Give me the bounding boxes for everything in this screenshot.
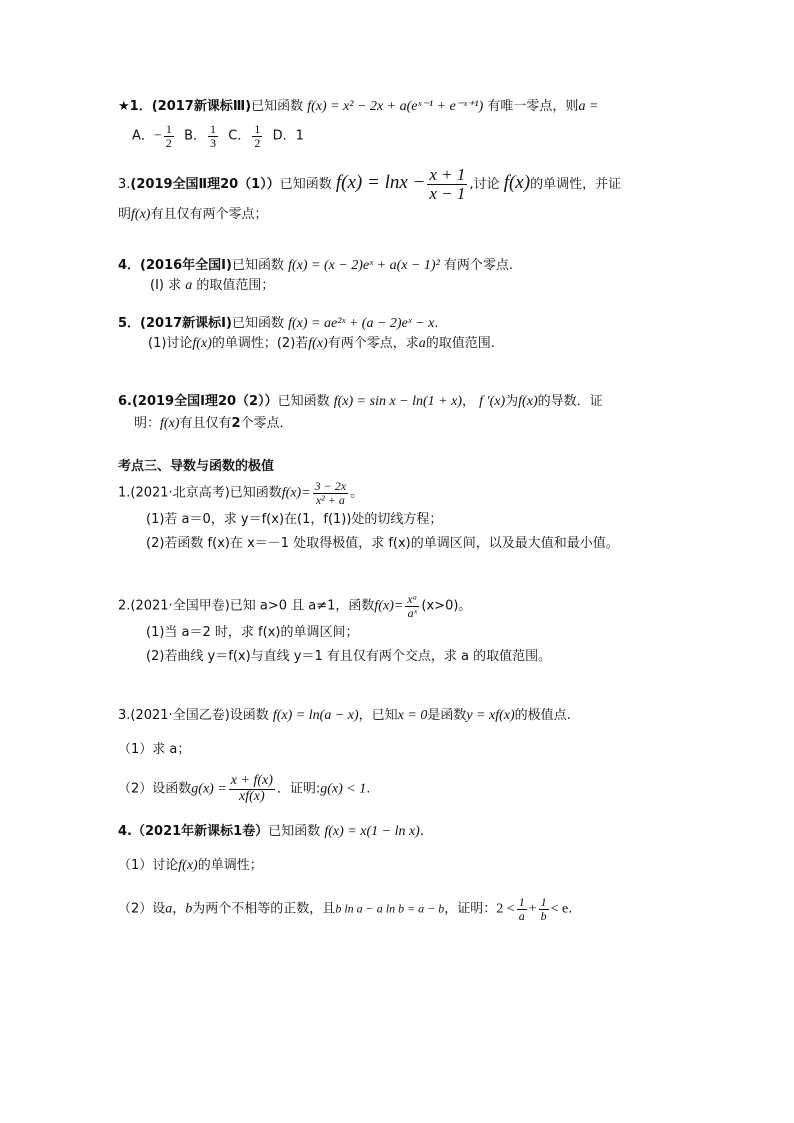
problem-1-var: a = [578, 99, 599, 114]
question-2021-xkb1-dot: . [419, 824, 424, 839]
option-b-label: B． [184, 128, 206, 144]
problem-2019-i [118, 392, 698, 434]
problem-2017-i-sub1-fx: f(x) [192, 336, 212, 351]
question-2021-yi-fraction: $\frac{x + f(x)}{xf(x)}$ [230, 773, 273, 804]
problem-2019-ii-tail: 的单调性，并证 [530, 176, 622, 192]
option-a-label: A． [132, 128, 154, 144]
problem-2016-tail: 有两个零点. [443, 258, 514, 273]
question-2021-xkb1-frac-b: $\frac{1}{b}$ [540, 895, 547, 923]
question-2021-yi-ineq: g(x) < 1 [320, 781, 367, 797]
problem-2017-i-source: (2017新课标Ⅰ) [140, 316, 232, 331]
question-2021-xkb1-formula: f(x) = x(1 − ln x) [324, 824, 420, 839]
question-2021-xkb1-part2-prove: ，证明： [444, 901, 497, 917]
question-2021-yi-part2-mid: ．证明: [276, 781, 321, 797]
problem-2019-i-number: 6. [118, 394, 132, 409]
question-2021-xkb1-var-b: b [185, 901, 193, 917]
problem-1-tail: 有唯一零点，则 [487, 99, 579, 114]
problem-2016-sub-tail: 的取值范围； [196, 278, 275, 293]
option-a-fraction: $\frac{1}{2}$ [165, 122, 172, 150]
problem-2017-i [118, 314, 698, 354]
problem-2019-ii-line2fx: f(x) [131, 206, 151, 222]
problem-2019-i-line2a: 明： [134, 416, 161, 431]
question-2021-xkb1-cond: b ln a − a ln b = a − b [335, 901, 445, 916]
problem-2016-source: (2016年全国Ⅰ) [140, 258, 232, 273]
problem-2016-lead: 已知函数 [231, 258, 284, 273]
question-2021-xkb1-part2-mid: 为两个不相等的正数，且 [192, 901, 336, 917]
problem-2019-ii-mid: ,讨论 [469, 176, 500, 192]
question-2021-yi-part2-end: . [366, 781, 371, 797]
question-2021-yi-mid: ，已知 [358, 708, 398, 723]
question-2021-xkb1-part1-lead: （1）讨论 [118, 858, 179, 873]
problem-1-formula: f(x) = x² − 2x + a(eˣ⁻¹ + e⁻ˣ⁺¹) [307, 99, 484, 114]
problem-2019-ii [118, 166, 698, 225]
problem-2019-ii-number: 3. [118, 176, 131, 192]
problem-2016-formula: f(x) = (x − 2)eˣ + a(x − 1)² [288, 258, 440, 273]
question-2021-jia [118, 593, 698, 667]
option-d-label: D．1 [272, 128, 304, 144]
problem-2016 [118, 256, 698, 296]
question-2021-yi [118, 706, 698, 804]
problem-2019-ii-source: (2019全国Ⅱ理20（1）） [130, 176, 280, 192]
question-2021-xkb1-part2-lead: （2）设 [118, 901, 166, 917]
problem-1-source: (2017新课标Ⅲ) [151, 99, 252, 114]
problem-1-lead: 已知函数 [251, 99, 304, 114]
question-2021-yi-formula: f(x) = ln(a − x) [272, 708, 359, 723]
problem-2019-ii-fraction: $\frac{x + 1}{x - 1}$ [429, 165, 466, 203]
problem-2017-i-dot: . [434, 316, 439, 331]
problem-2019-i-comma: ， [462, 394, 476, 409]
question-2021-yi-tail: 的极值点. [514, 708, 571, 723]
question-2021-jia-part2: (2)若曲线 y＝f(x)与直线 y＝1 有且仅有两个交点，求 a 的取值范围。 [146, 649, 552, 665]
question-2021-beijing-end: 。 [350, 485, 364, 501]
problem-2017-i-formula: f(x) = ae²ˣ + (a − 2)eˣ − x [288, 316, 435, 331]
problem-2017-i-sub2-var: a [418, 336, 426, 351]
question-2021-yi-mid2: 是函数 [427, 708, 467, 723]
problem-2017-i-sub2-fx: f(x) [308, 336, 328, 351]
problem-2019-i-lead: 已知函数 [277, 394, 330, 409]
problem-2019-ii-lead: 已知函数 [279, 176, 332, 192]
problem-2019-i-mid: 为 [505, 394, 519, 409]
question-2021-yi-func: y = xf(x) [466, 708, 515, 723]
question-2021-xkb1-lt1: 2 < [496, 901, 515, 917]
question-2021-yi-gx: g(x) = [191, 781, 227, 797]
question-2021-beijing [118, 480, 698, 554]
question-2021-yi-part2-lead: （2）设函数 [118, 781, 192, 797]
question-2021-jia-tail: (x>0)。 [421, 598, 472, 614]
problem-2019-i-line2fx: f(x) [160, 416, 180, 431]
question-2021-beijing-part2: (2)若函数 f(x)在 x＝－1 处取得极值，求 f(x)的单调区间，以及最大值和最小值。 [146, 536, 619, 552]
problem-2019-i-line2b: 有且仅有 [179, 416, 232, 431]
question-2021-xkb1-lt2: < e [550, 901, 569, 917]
question-2021-beijing-part1: (1)若 a＝0，求 y＝f(x)在(1，f(1))处的切线方程； [146, 512, 443, 528]
question-2021-yi-cond: x = 0 [397, 708, 428, 723]
problem-2019-i-fx: f(x) [518, 394, 538, 409]
problem-2016-number: 4． [118, 258, 141, 273]
problem-2019-ii-line2a: 明 [118, 206, 132, 222]
problem-2019-i-fprime: f ′(x) [479, 394, 506, 409]
question-2021-xkb1-lead: 已知函数 [268, 824, 321, 839]
problem-1-number: ★1． [118, 99, 152, 114]
problem-2016-sub-var: a [185, 278, 193, 293]
problem-2017-i-sub2-end: 的取值范围. [425, 336, 495, 351]
option-c-label: C． [228, 128, 251, 144]
question-2021-xkb1-number: 4. [118, 824, 132, 839]
question-2021-xkb1-part1-fx: f(x) [178, 858, 198, 873]
option-c-fraction: $\frac{1}{2}$ [254, 122, 261, 150]
problem-2019-i-line2c: 2 [231, 416, 241, 431]
question-2021-jia-fraction: $\frac{\text{xᵃ}}{\text{aˣ}}$ [407, 592, 418, 620]
question-2021-beijing-fx: f(x)= [281, 485, 311, 501]
question-2021-xkb1-part1-tail: 的单调性； [197, 858, 263, 873]
question-2021-xkb1-var-a: a [165, 901, 173, 917]
question-2021-xkb1-comma: ， [172, 901, 186, 917]
problem-2017-i-sub2-tail: 有两个零点，求 [327, 336, 419, 351]
question-2021-xkb1-end: . [568, 901, 573, 917]
question-2021-xkb1 [118, 822, 698, 922]
question-2021-yi-head: 3.(2021·全国乙卷)设函数 [118, 708, 269, 723]
problem-2017-i-sub1: (1)讨论 [148, 336, 193, 351]
problem-1-options: A．− $\frac{1}{2}$ B． $\frac{1}{3}$ C． $\frac{1}{2}$ D．1 [132, 122, 304, 150]
question-2021-xkb1-source: （2021年新课标1卷） [131, 824, 269, 839]
question-2021-xkb1-plus: + [528, 901, 537, 917]
problem-2017-i-lead: 已知函数 [231, 316, 284, 331]
question-2021-jia-fx: f(x)= [374, 598, 404, 614]
problem-2019-ii-fx: f(x) = lnx − [335, 171, 426, 193]
problem-2019-i-line2d: 个零点． [240, 416, 293, 431]
section-heading: 考点三、导数与函数的极值 [118, 459, 275, 474]
question-2021-yi-part1: （1）求 a； [118, 742, 191, 757]
question-2021-jia-part1: (1)当 a＝2 时，求 f(x)的单调区间； [146, 625, 359, 641]
problem-2017-i-number: 5． [118, 316, 141, 331]
problem-2016-sub: (Ⅰ) 求 [150, 278, 182, 293]
question-2021-xkb1-frac-a: $\frac{1}{a}$ [518, 895, 525, 923]
problem-2017-i-sub1-tail: 的单调性；(2)若 [211, 336, 309, 351]
problem-1 [118, 97, 698, 149]
question-2021-jia-head: 2.(2021·全国甲卷)已知 a>0 且 a≠1，函数 [118, 598, 375, 614]
problem-2019-i-tail: 的导数．证 [537, 394, 603, 409]
question-2021-beijing-fraction: $\frac{3 - 2x}{\text{x² + a}}$ [314, 479, 347, 507]
problem-2019-ii-fx2: f(x) [503, 171, 531, 193]
option-b-fraction: $\frac{1}{3}$ [210, 122, 216, 150]
problem-2019-ii-line2b: 有且仅有两个零点； [150, 206, 268, 222]
question-2021-beijing-head: 1.(2021·北京高考)已知函数 [118, 485, 282, 501]
problem-2019-i-source: (2019全国Ⅰ理20（2）） [131, 394, 278, 409]
problem-2019-i-formula: f(x) = sin x − ln(1 + x) [333, 394, 462, 409]
